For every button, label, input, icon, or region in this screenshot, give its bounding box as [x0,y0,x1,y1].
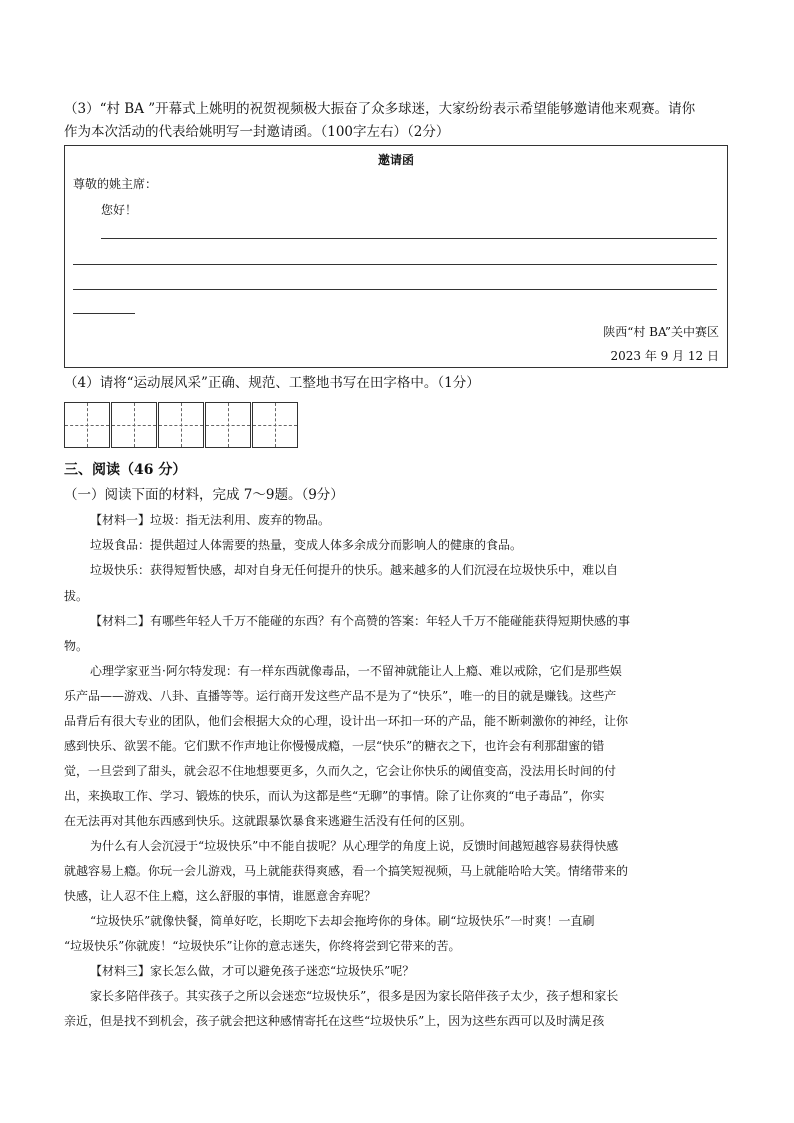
m3-line: 亲近，但是找不到机会，孩子就会把这种感情寄托在这些“垃圾快乐”上，因为这些东西可以及时满足孩 [64,1014,605,1028]
section-sub: （一）阅读下面的材料，完成 7～9题。（9分） [64,487,344,503]
m2-line: 为什么有人会沉浸于“垃圾快乐”中不能自拔呢？从心理学的角度上说，反馈时间越短越容易获得快感 [90,839,619,853]
tianzige-cell[interactable] [158,402,204,448]
tianzige-grid [64,402,299,448]
tianzige-cell[interactable] [64,402,110,448]
section-title: 三、阅读（46 分） [64,462,187,478]
m2-line: 乐产品——游戏、八卦、直播等等。运行商开发这些产品不是为了“快乐”，唯一的目的就是赚钱。这些产 [64,689,617,703]
m3-line: 家长多陪伴孩子。其实孩子之所以会迷恋“垃圾快乐”，很多是因为家长陪伴孩子太少，孩子想和家长 [90,989,619,1003]
m2-line: 觉，一旦尝到了甜头，就会忍不住地想要更多，久而久之，它会让你快乐的阈值变高，没法用长时间的付 [64,764,617,778]
writing-line-4[interactable] [73,313,135,314]
m2-line: 就越容易上瘾。你玩一会儿游戏，马上就能获得爽感，看一个搞笑短视频，马上就能哈哈大笑。情绪带来的 [64,864,629,878]
m2-line: 心理学家亚当·阿尔特发现：有一样东西就像毒品，一不留神就能让人上瘾、难以戒除，它们是那些娱 [90,664,622,678]
q4-text: （4）请将“运动展风采”正确、规范、工整地书写在田字格中。（1分） [64,375,480,391]
m2-line: 品背后有很大专业的团队，他们会根据大众的心理，设计出一环扣一环的产品，能不断刺激你的神经，让你 [64,714,629,728]
m2-line: 出，来换取工作、学习、锻炼的快乐，而认为这都是些“无聊”的事情。除了让你爽的“电子毒品”，你实 [64,789,605,803]
m1-line: 垃圾食品：提供超过人体需要的热量，变成人体多余成分而影响人的健康的食品。 [90,538,523,552]
tianzige-cell[interactable] [252,402,298,448]
writing-line-1[interactable] [101,238,717,239]
m2-line: 物。 [64,639,89,653]
m2-line: 在无法再对其他东西感到快乐。这就跟暴饮暴食来逃避生活没有任何的区别。 [64,814,473,828]
tianzige-cell[interactable] [205,402,251,448]
letter-salutation: 尊敬的姚主席： [73,177,158,191]
q3-line1: （3）“村 BA ”开幕式上姚明的祝贺视频极大振奋了众多球迷，大家纷纷表示希望能够邀请他来观赛。请你 [64,101,696,117]
letter-box [64,145,728,368]
m2-line: “垃圾快乐”你就废！“垃圾快乐”让你的意志迷失，你终将尝到它带来的苦。 [64,939,461,953]
m1-line: 【材料一】垃圾：指无法利用、废弃的物品。 [90,513,331,527]
tianzige-cell[interactable] [111,402,157,448]
writing-line-2[interactable] [73,264,717,265]
m1-line: 垃圾快乐：获得短暂快感，却对自身无任何提升的快乐。越来越多的人们沉浸在垃圾快乐中，难以自 [90,563,619,577]
writing-line-3[interactable] [73,289,717,290]
letter-title: 邀请函 [377,153,414,167]
q3-line2: 作为本次活动的代表给姚明写一封邀请函。（100字左右）（2分） [64,124,450,140]
m3-line: 【材料三】家长怎么做，才可以避免孩子迷恋“垃圾快乐”呢？ [90,964,415,978]
m2-line: 【材料二】有哪些年轻人千万不能碰的东西？有个高赞的答案：年轻人千万不能碰能获得短期快感的事 [90,614,631,628]
letter-greeting: 您好！ [101,203,138,217]
m2-line: “垃圾快乐”就像快餐，简单好吃，长期吃下去却会拖垮你的身体。刷“垃圾快乐”一时爽！一直刷 [90,914,595,928]
m1-line: 拔。 [64,589,89,603]
m2-line: 快感，让人忍不住上瘾，这么舒服的事情，谁愿意舍弃呢？ [64,889,377,903]
m2-line: 感到快乐、欲罢不能。它们默不作声地让你慢慢成瘾，一层“快乐”的糖衣之下，也许会有利那甜蜜的错 [64,739,605,753]
letter-sender: 陕西“村 BA”关中赛区 [603,325,719,339]
letter-date: 2023 年 9 月 12 日 [610,349,719,363]
